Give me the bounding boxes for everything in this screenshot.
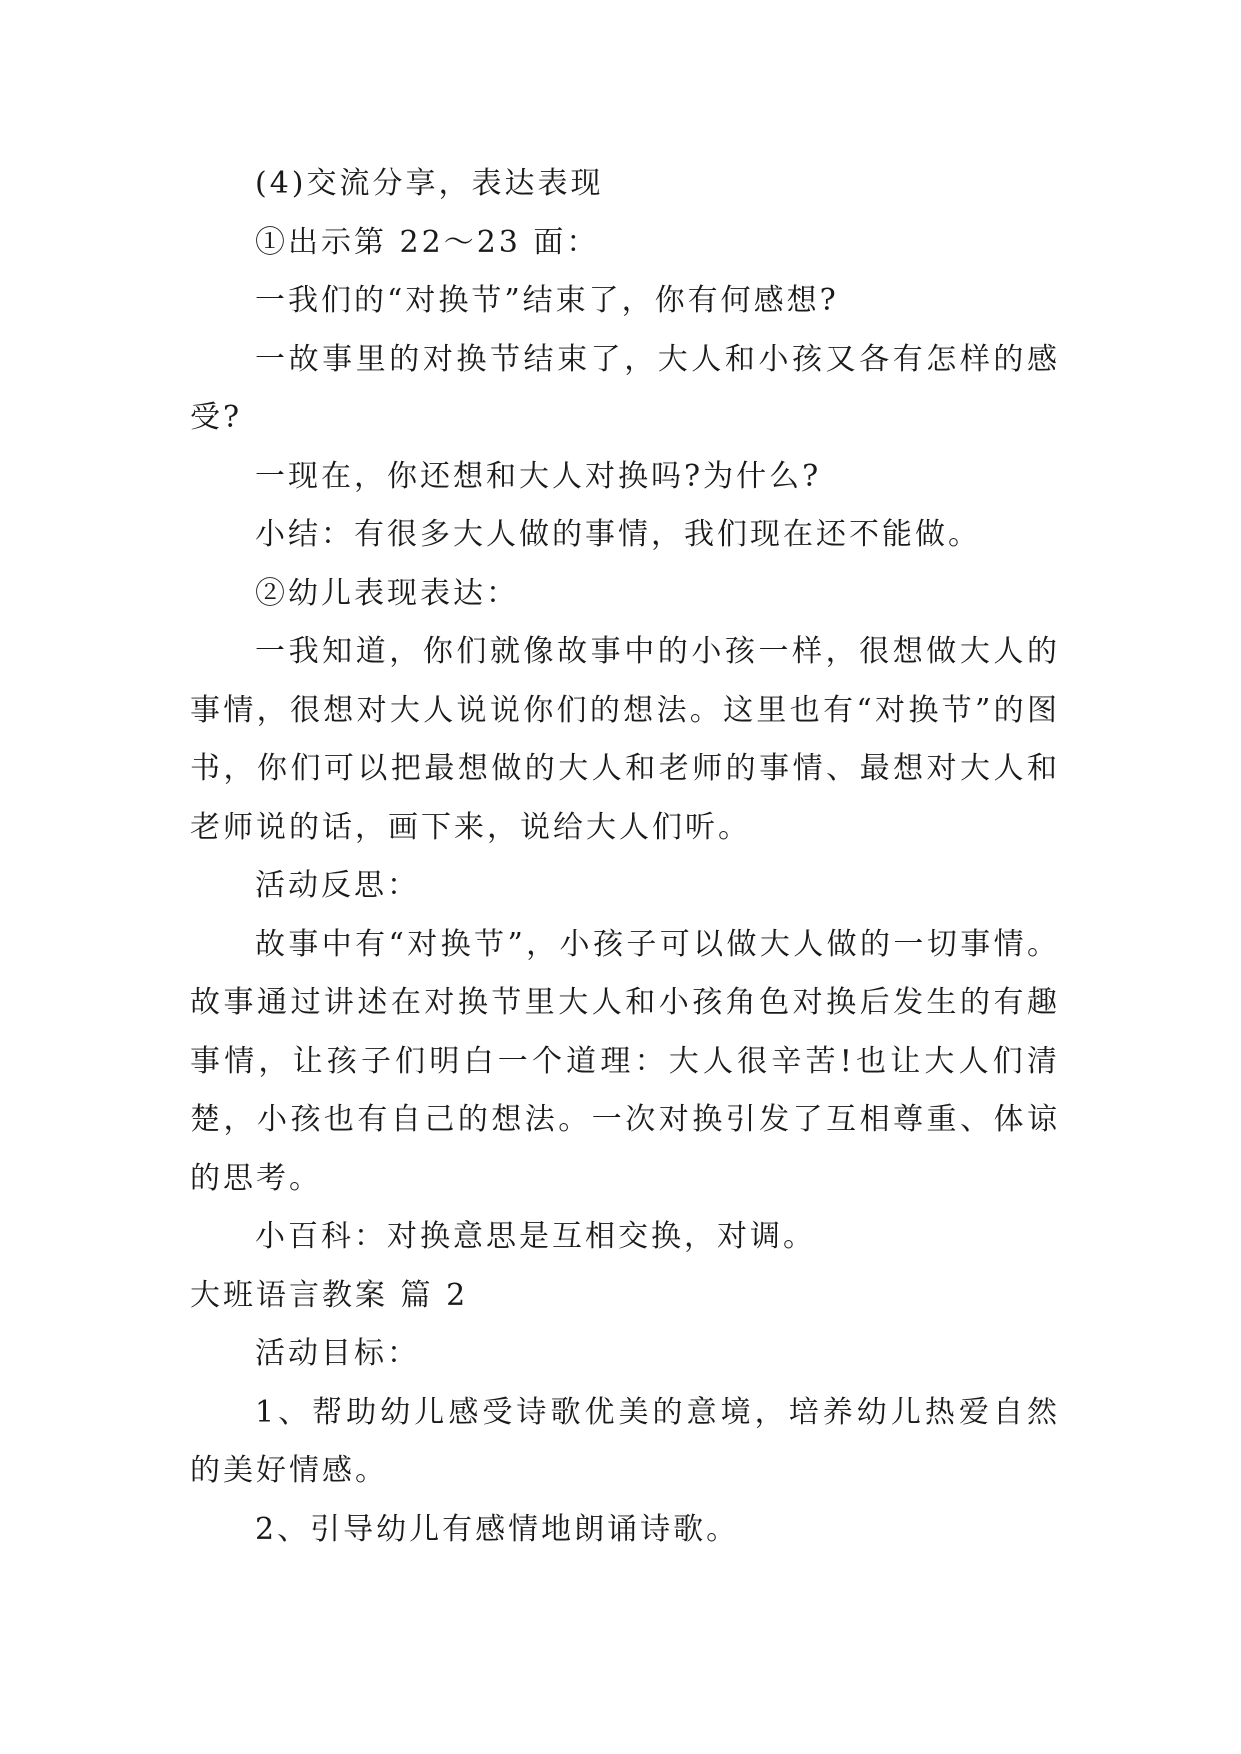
paragraph-discussion-heading: (4)交流分享，表达表现 xyxy=(255,166,604,201)
paragraph-question-swap-again: 一现在，你还想和大人对换吗?为什么? xyxy=(255,458,822,494)
paragraph-summary: 小结：有很多大人做的事情，我们现在还不能做。 xyxy=(255,517,981,552)
paragraph-goals-heading: 活动目标： xyxy=(255,1336,420,1371)
section-title: 大班语言教案 篇 2 xyxy=(190,1277,469,1313)
paragraph-reflection-body: 故事中有“对换节”，小孩子可以做大人做的一切事情。故事通过讲述在对换节里大人和小孩角色对换后发生的有趣事情，让孩子们明白一个道理：大人很辛苦!也让大人们清楚，小孩也有自己的想法。一次对换引发了互相尊重、体谅的思考。 xyxy=(190,926,1060,1196)
paragraph-encyclopedia: 小百科：对换意思是互相交换，对调。 xyxy=(255,1219,816,1254)
paragraph-reflection-heading: 活动反思： xyxy=(255,868,420,903)
paragraph-question-story: 一故事里的对换节结束了，大人和小孩又各有怎样的感受? xyxy=(190,341,1060,435)
paragraph-drawing-task: 一我知道，你们就像故事中的小孩一样，很想做大人的事情，很想对大人说说你们的想法。这里也有“对换节”的图书，你们可以把最想做的大人和老师的事情、最想对大人和老师说的话，画下来，说给大人们听。 xyxy=(190,634,1060,845)
paragraph-child-expression: ②幼儿表现表达： xyxy=(255,575,519,611)
paragraph-question-feeling: 一我们的“对换节”结束了，你有何感想? xyxy=(255,283,839,318)
document-body xyxy=(190,155,1060,1559)
paragraph-goal-1: 1、帮助幼儿感受诗歌优美的意境，培养幼儿热爱自然的美好情感。 xyxy=(190,1394,1060,1488)
paragraph-show-pages: ①出示第 22～23 面： xyxy=(255,224,600,260)
paragraph-goal-2: 2、引导幼儿有感情地朗诵诗歌。 xyxy=(255,1511,740,1547)
